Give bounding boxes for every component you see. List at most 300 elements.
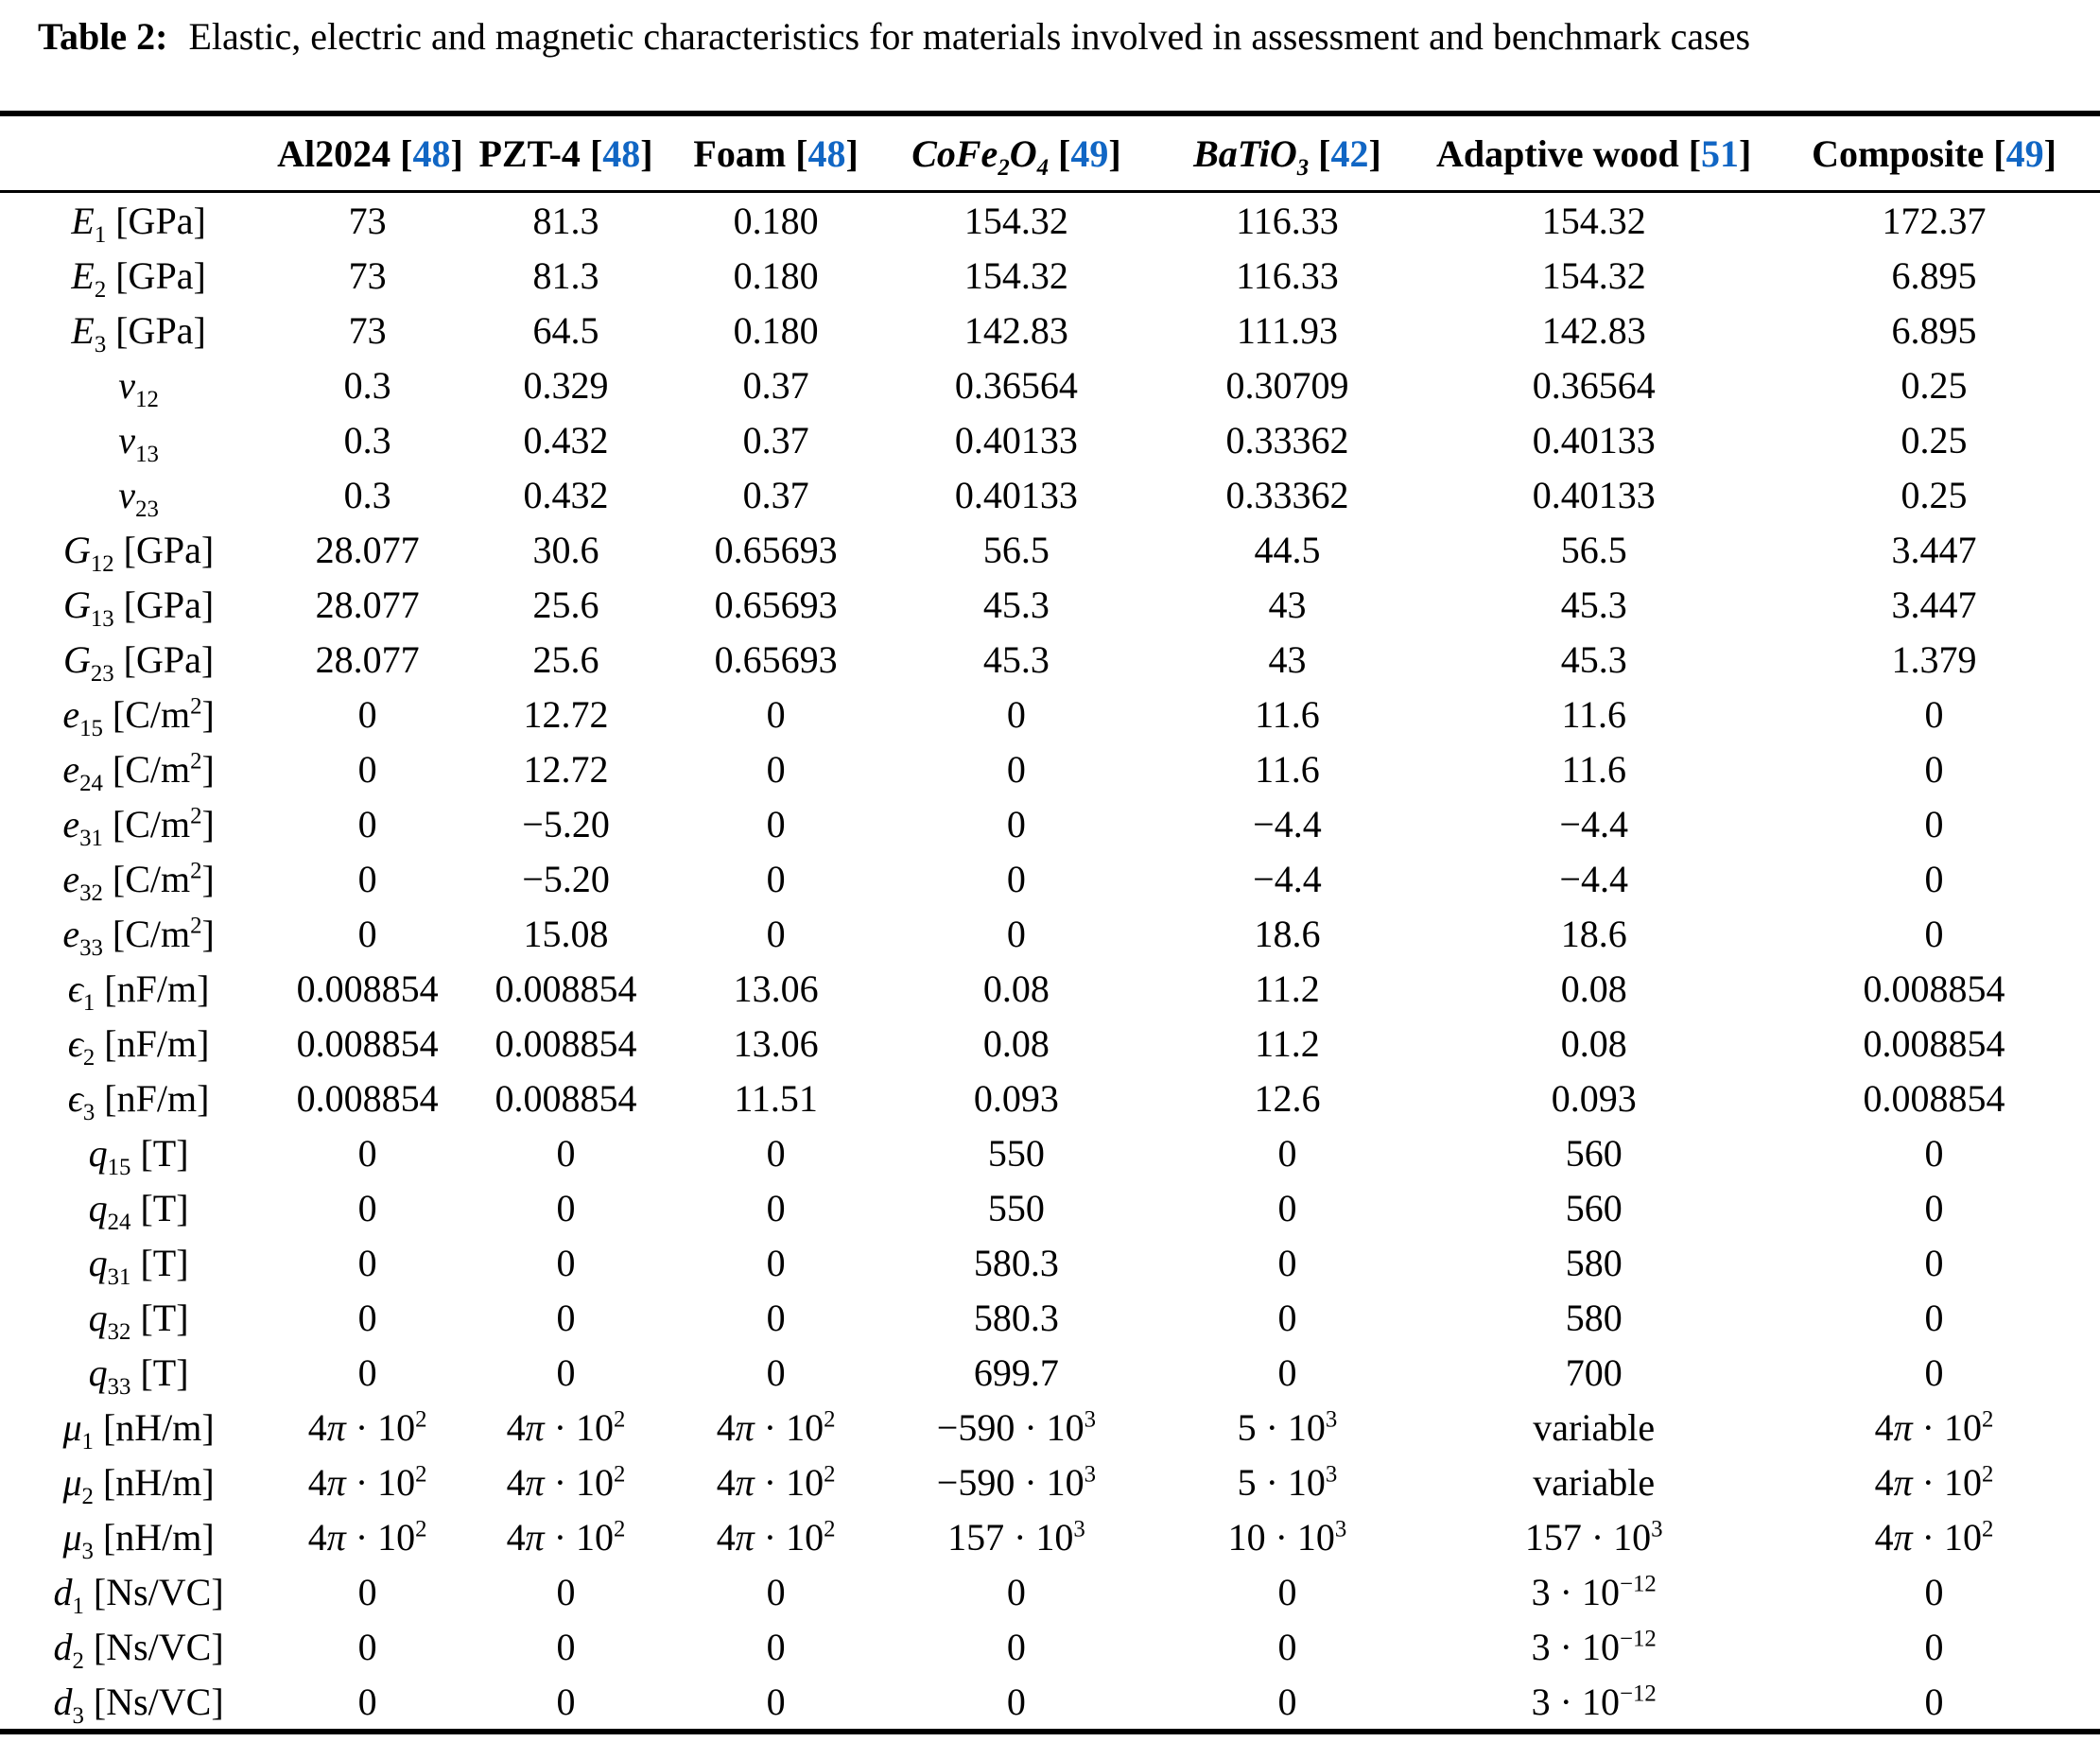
table-caption-label: Table 2: <box>38 15 168 58</box>
value-cell: 25.6 <box>532 637 599 681</box>
value-cell: 0.37 <box>742 473 809 516</box>
row-unit: [GPa] <box>123 528 215 571</box>
row-unit: [T] <box>140 1296 189 1339</box>
value-cell: 0.25 <box>1900 473 1968 516</box>
table-row-q24 <box>0 1180 2100 1235</box>
value-cell: 0 <box>766 1131 786 1175</box>
table-caption <box>0 0 2100 61</box>
citation-bracket-open: [ <box>1688 131 1702 175</box>
value-cell: 11.6 <box>1561 692 1626 736</box>
row-label-d2: $d_2$ [Ns/VC] <box>53 1625 224 1674</box>
value-cell: 0.3 <box>343 363 391 407</box>
citation-link[interactable]: 49 <box>1070 131 1109 175</box>
value-cell: 12.72 <box>523 747 609 791</box>
citation-bracket-open: [ <box>589 131 603 175</box>
value-cell: $4\pi \cdot 10^2$ <box>506 1405 626 1449</box>
value-cell: variable <box>1533 1460 1656 1504</box>
value-cell: 18.6 <box>1560 912 1627 955</box>
value-cell: 0 <box>1924 802 1944 845</box>
row-label-mu1: $\mu_1$ [nH/m] <box>62 1405 215 1455</box>
value-cell: 0.180 <box>733 199 819 242</box>
value-cell: $4\pi \cdot 10^2$ <box>506 1460 626 1504</box>
value-cell: 0 <box>1924 1680 1944 1723</box>
row-label-eps3: $\epsilon_3$ [nF/m] <box>67 1076 210 1125</box>
value-cell: 18.6 <box>1254 912 1321 955</box>
value-cell: 0 <box>1277 1186 1297 1229</box>
value-cell: $4\pi \cdot 10^2$ <box>307 1405 427 1449</box>
table-row-G23 <box>0 632 2100 687</box>
row-unit: [GPa] <box>115 199 206 242</box>
row-label-nu13: $\nu_{13}$ <box>118 418 159 467</box>
value-cell: 560 <box>1565 1186 1623 1229</box>
value-cell: 11.2 <box>1255 967 1320 1010</box>
value-cell: 0 <box>1924 1570 1944 1613</box>
value-cell: 0.36564 <box>954 363 1078 407</box>
value-cell: 0 <box>766 1186 786 1229</box>
value-cell: 0 <box>766 1570 786 1613</box>
row-label-e15: $e_{15}$ $[C/m^2]$ <box>62 692 215 741</box>
column-header-adaptive-wood <box>1419 113 1768 192</box>
row-unit: [T] <box>140 1241 189 1284</box>
value-cell: 56.5 <box>982 528 1050 571</box>
value-cell: $3 \cdot 10^{-12}$ <box>1531 1680 1657 1723</box>
value-cell: 0.40133 <box>1532 473 1656 516</box>
value-cell: $4\pi \cdot 10^2$ <box>307 1460 427 1504</box>
value-cell: 45.3 <box>1560 637 1627 681</box>
value-cell: 0.432 <box>523 418 609 462</box>
citation-bracket-open: [ <box>795 131 808 175</box>
value-cell: 0 <box>1924 747 1944 791</box>
row-label-mu3: $\mu_3$ [nH/m] <box>62 1515 215 1564</box>
value-cell: 0.432 <box>523 473 609 516</box>
citation-bracket-close: ] <box>1739 131 1752 175</box>
value-cell: $4\pi \cdot 10^2$ <box>716 1405 836 1449</box>
value-cell: 0 <box>1006 747 1026 791</box>
citation-bracket-close: ] <box>2043 131 2057 175</box>
value-cell: $4\pi \cdot 10^2$ <box>716 1515 836 1559</box>
value-cell: 3.447 <box>1891 528 1977 571</box>
column-header-pzt4 <box>458 113 674 192</box>
table-row-E1 <box>0 192 2100 249</box>
citation-bracket-close: ] <box>640 131 653 175</box>
value-cell: 0.008854 <box>495 1021 637 1065</box>
value-cell: 0.329 <box>523 363 609 407</box>
citation-link[interactable]: 48 <box>807 131 846 175</box>
value-cell: 0 <box>1277 1131 1297 1175</box>
value-cell: 73 <box>348 199 387 242</box>
row-unit: [nF/m] <box>104 967 210 1010</box>
corner-cell <box>0 113 277 192</box>
value-cell: 0 <box>556 1296 576 1339</box>
value-cell: 580.3 <box>973 1296 1059 1339</box>
value-cell: −5.20 <box>522 857 610 900</box>
value-cell: 28.077 <box>315 583 420 626</box>
row-unit: [nH/m] <box>102 1405 215 1449</box>
material-name: Adaptive wood <box>1436 131 1679 175</box>
row-unit: [GPa] <box>123 583 215 626</box>
citation-bracket-close: ] <box>845 131 859 175</box>
value-cell: 0 <box>357 747 377 791</box>
row-unit: $[C/m^2]$ <box>112 747 215 791</box>
value-cell: 0 <box>766 1680 786 1723</box>
value-cell: 0.008854 <box>296 1021 439 1065</box>
value-cell: 0.40133 <box>954 473 1078 516</box>
value-cell: 0.180 <box>733 308 819 352</box>
value-cell: $4\pi \cdot 10^2$ <box>1874 1460 1994 1504</box>
value-cell: 0.008854 <box>1863 1021 2005 1065</box>
value-cell: 172.37 <box>1882 199 1987 242</box>
value-cell: 154.32 <box>1541 199 1646 242</box>
value-cell: 0 <box>766 1241 786 1284</box>
value-cell: 0.65693 <box>714 583 838 626</box>
material-name: Al2024 <box>277 131 391 175</box>
citation-bracket-close: ] <box>1368 131 1381 175</box>
value-cell: 0 <box>766 692 786 736</box>
value-cell: 0 <box>357 1186 377 1229</box>
table-row-mu2 <box>0 1455 2100 1509</box>
column-header-cofe2o4 <box>877 113 1154 192</box>
value-cell: 0.08 <box>982 967 1050 1010</box>
value-cell: 0 <box>1006 857 1026 900</box>
value-cell: 0 <box>1006 1570 1026 1613</box>
value-cell: 0 <box>556 1241 576 1284</box>
value-cell: 44.5 <box>1254 528 1321 571</box>
value-cell: 154.32 <box>1541 253 1646 297</box>
value-cell: 28.077 <box>315 528 420 571</box>
table-row-q33 <box>0 1345 2100 1400</box>
value-cell: −4.4 <box>1253 857 1322 900</box>
value-cell: 6.895 <box>1891 253 1977 297</box>
citation-link[interactable]: 48 <box>412 131 451 175</box>
row-unit: [nH/m] <box>102 1460 215 1504</box>
value-cell: 0 <box>1924 1350 1944 1394</box>
table-row-E3 <box>0 303 2100 357</box>
row-unit: [Ns/VC] <box>93 1570 224 1613</box>
value-cell: 0.25 <box>1900 418 1968 462</box>
value-cell: 30.6 <box>532 528 599 571</box>
table-row-nu23 <box>0 467 2100 522</box>
table-row-eps3 <box>0 1071 2100 1125</box>
value-cell: 0.008854 <box>495 1076 637 1120</box>
value-cell: 0 <box>556 1186 576 1229</box>
value-cell: 0 <box>357 1131 377 1175</box>
citation-bracket-close: ] <box>450 131 463 175</box>
material-name: Foam <box>693 131 787 175</box>
citation-bracket-open: [ <box>1318 131 1331 175</box>
value-cell: −4.4 <box>1559 857 1628 900</box>
value-cell: 0 <box>1924 912 1944 955</box>
value-cell: 45.3 <box>1560 583 1627 626</box>
table-row-d2 <box>0 1619 2100 1674</box>
value-cell: 0 <box>1277 1625 1297 1668</box>
value-cell: 43 <box>1268 637 1307 681</box>
row-unit: [T] <box>140 1131 189 1175</box>
row-label-e31: $e_{31}$ $[C/m^2]$ <box>62 802 215 851</box>
value-cell: 0.008854 <box>1863 1076 2005 1120</box>
value-cell: 0 <box>357 1296 377 1339</box>
value-cell: 25.6 <box>532 583 599 626</box>
citation-bracket-close: ] <box>1108 131 1121 175</box>
table-row-d1 <box>0 1564 2100 1619</box>
value-cell: 15.08 <box>523 912 609 955</box>
row-unit: $[C/m^2]$ <box>112 692 215 736</box>
value-cell: 0 <box>556 1131 576 1175</box>
citation-bracket-open: [ <box>1993 131 2006 175</box>
row-unit: [T] <box>140 1186 189 1229</box>
row-label-e33: $e_{33}$ $[C/m^2]$ <box>62 912 215 961</box>
value-cell: 0 <box>357 1350 377 1394</box>
value-cell: 0 <box>1924 1241 1944 1284</box>
value-cell: $4\pi \cdot 10^2$ <box>716 1460 836 1504</box>
value-cell: 81.3 <box>532 199 599 242</box>
value-cell: 0 <box>1277 1350 1297 1394</box>
column-header-batio3 <box>1155 113 1420 192</box>
value-cell: 0 <box>357 1680 377 1723</box>
row-unit: $[C/m^2]$ <box>112 912 215 955</box>
value-cell: 0.008854 <box>1863 967 2005 1010</box>
value-cell: 0.08 <box>1560 967 1627 1010</box>
value-cell: 11.6 <box>1255 692 1320 736</box>
value-cell: 0.008854 <box>296 967 439 1010</box>
value-cell: 81.3 <box>532 253 599 297</box>
value-cell: 0 <box>766 1296 786 1339</box>
value-cell: $4\pi \cdot 10^2$ <box>1874 1515 1994 1559</box>
value-cell: 111.93 <box>1236 308 1338 352</box>
value-cell: 0.37 <box>742 363 809 407</box>
citation-link[interactable]: 49 <box>2005 131 2044 175</box>
value-cell: 0 <box>357 912 377 955</box>
value-cell: 56.5 <box>1560 528 1627 571</box>
citation-bracket-open: [ <box>400 131 413 175</box>
value-cell: $157 \cdot 10^3$ <box>947 1515 1085 1559</box>
value-cell: 0 <box>1277 1680 1297 1723</box>
value-cell: 28.077 <box>315 637 420 681</box>
citation-link[interactable]: 51 <box>1701 131 1740 175</box>
row-label-e24: $e_{24}$ $[C/m^2]$ <box>62 747 215 796</box>
value-cell: 0 <box>1006 912 1026 955</box>
material-name: $CoFe_2O_4$ <box>911 131 1050 181</box>
value-cell: 550 <box>987 1131 1045 1175</box>
value-cell: 0.093 <box>973 1076 1059 1120</box>
row-unit: [GPa] <box>123 637 215 681</box>
value-cell: 43 <box>1268 583 1307 626</box>
table-row-q32 <box>0 1290 2100 1345</box>
value-cell: variable <box>1533 1405 1656 1449</box>
table-row-nu13 <box>0 412 2100 467</box>
value-cell: 0 <box>1006 802 1026 845</box>
value-cell: 0 <box>1006 1625 1026 1668</box>
row-unit: [nH/m] <box>102 1515 215 1559</box>
value-cell: 0 <box>1277 1241 1297 1284</box>
value-cell: 73 <box>348 253 387 297</box>
value-cell: 0.40133 <box>1532 418 1656 462</box>
value-cell: $157 \cdot 10^3$ <box>1524 1515 1663 1559</box>
row-label-eps1: $\epsilon_1$ [nF/m] <box>67 967 210 1016</box>
value-cell: 0 <box>357 692 377 736</box>
value-cell: $3 \cdot 10^{-12}$ <box>1531 1625 1657 1668</box>
row-label-E3: $E_3$ [GPa] <box>71 308 206 357</box>
value-cell: 0.08 <box>1560 1021 1627 1065</box>
value-cell: 0.37 <box>742 418 809 462</box>
table-row-q31 <box>0 1235 2100 1290</box>
row-label-mu2: $\mu_2$ [nH/m] <box>62 1460 215 1509</box>
row-label-e32: $e_{32}$ $[C/m^2]$ <box>62 857 215 906</box>
value-cell: 45.3 <box>982 583 1050 626</box>
value-cell: 0.33362 <box>1225 473 1349 516</box>
value-cell: 0 <box>357 857 377 900</box>
row-unit: [GPa] <box>115 308 206 352</box>
column-header-composite <box>1768 113 2100 192</box>
value-cell: $5 \cdot 10^3$ <box>1237 1460 1338 1504</box>
value-cell: 1.379 <box>1891 637 1977 681</box>
value-cell: 0 <box>766 802 786 845</box>
value-cell: −4.4 <box>1253 802 1322 845</box>
value-cell: 3.447 <box>1891 583 1977 626</box>
table-row-e24 <box>0 741 2100 796</box>
value-cell: 0 <box>1006 1680 1026 1723</box>
row-unit: [nF/m] <box>104 1076 210 1120</box>
column-header-foam <box>674 113 877 192</box>
value-cell: 0 <box>1924 1296 1944 1339</box>
value-cell: 0.008854 <box>296 1076 439 1120</box>
value-cell: $4\pi \cdot 10^2$ <box>506 1515 626 1559</box>
row-label-d3: $d_3$ [Ns/VC] <box>53 1680 224 1729</box>
value-cell: 0 <box>766 747 786 791</box>
table-row-eps1 <box>0 961 2100 1016</box>
value-cell: −4.4 <box>1559 802 1628 845</box>
value-cell: 0.3 <box>343 473 391 516</box>
table-row-E2 <box>0 248 2100 303</box>
value-cell: 0.65693 <box>714 637 838 681</box>
value-cell: 0 <box>556 1625 576 1668</box>
row-unit: $[C/m^2]$ <box>112 802 215 845</box>
value-cell: 0 <box>556 1570 576 1613</box>
value-cell: 11.51 <box>734 1076 818 1120</box>
row-label-G12: $G_{12}$ [GPa] <box>62 528 215 577</box>
value-cell: 154.32 <box>963 199 1068 242</box>
value-cell: $-590 \cdot 10^3$ <box>936 1460 1097 1504</box>
row-unit: [nF/m] <box>104 1021 210 1065</box>
value-cell: 116.33 <box>1236 253 1339 297</box>
value-cell: $10 \cdot 10^3$ <box>1227 1515 1347 1559</box>
value-cell: 142.83 <box>963 308 1068 352</box>
materials-table <box>0 111 2100 1734</box>
value-cell: $-590 \cdot 10^3$ <box>936 1405 1097 1449</box>
row-label-G13: $G_{13}$ [GPa] <box>62 583 215 632</box>
row-label-q33: $q_{33}$ [T] <box>88 1350 189 1400</box>
citation-link[interactable]: 42 <box>1330 131 1369 175</box>
table-row-eps2 <box>0 1016 2100 1071</box>
value-cell: 0 <box>357 1625 377 1668</box>
value-cell: 12.6 <box>1254 1076 1321 1120</box>
value-cell: 64.5 <box>532 308 599 352</box>
value-cell: 142.83 <box>1541 308 1646 352</box>
row-label-eps2: $\epsilon_2$ [nF/m] <box>67 1021 210 1071</box>
value-cell: 0 <box>1924 857 1944 900</box>
row-label-q15: $q_{15}$ [T] <box>88 1131 189 1180</box>
value-cell: 13.06 <box>733 967 819 1010</box>
value-cell: 0 <box>766 1625 786 1668</box>
citation-link[interactable]: 48 <box>602 131 641 175</box>
value-cell: 0 <box>766 912 786 955</box>
row-label-q24: $q_{24}$ [T] <box>88 1186 189 1235</box>
value-cell: 0 <box>1006 692 1026 736</box>
value-cell: 154.32 <box>963 253 1068 297</box>
value-cell: 0.093 <box>1551 1076 1637 1120</box>
value-cell: 0 <box>1924 1131 1944 1175</box>
value-cell: 0 <box>1924 692 1944 736</box>
material-name: PZT-4 <box>478 131 581 175</box>
table-row-G12 <box>0 522 2100 577</box>
value-cell: 45.3 <box>982 637 1050 681</box>
value-cell: 11.6 <box>1561 747 1626 791</box>
header-row <box>0 113 2100 192</box>
value-cell: 0.008854 <box>495 967 637 1010</box>
table-row-nu12 <box>0 357 2100 412</box>
value-cell: 13.06 <box>733 1021 819 1065</box>
value-cell: 12.72 <box>523 692 609 736</box>
value-cell: 0 <box>556 1680 576 1723</box>
value-cell: 6.895 <box>1891 308 1977 352</box>
value-cell: 0.33362 <box>1225 418 1349 462</box>
value-cell: 11.2 <box>1255 1021 1320 1065</box>
value-cell: $4\pi \cdot 10^2$ <box>1874 1405 1994 1449</box>
table-row-d3 <box>0 1674 2100 1732</box>
row-label-E2: $E_2$ [GPa] <box>71 253 206 303</box>
value-cell: 0.180 <box>733 253 819 297</box>
table-row-q15 <box>0 1125 2100 1180</box>
row-unit: [Ns/VC] <box>93 1680 224 1723</box>
value-cell: 0 <box>1924 1186 1944 1229</box>
row-label-q32: $q_{32}$ [T] <box>88 1296 189 1345</box>
value-cell: 560 <box>1565 1131 1623 1175</box>
value-cell: $3 \cdot 10^{-12}$ <box>1531 1570 1657 1613</box>
value-cell: −5.20 <box>522 802 610 845</box>
value-cell: 580 <box>1565 1296 1623 1339</box>
row-unit: [Ns/VC] <box>93 1625 224 1668</box>
table-row-G13 <box>0 577 2100 632</box>
value-cell: 0.25 <box>1900 363 1968 407</box>
row-label-d1: $d_1$ [Ns/VC] <box>53 1570 224 1619</box>
value-cell: 0 <box>357 1570 377 1613</box>
value-cell: 0.36564 <box>1532 363 1656 407</box>
row-unit: [T] <box>140 1350 189 1394</box>
table-row-mu3 <box>0 1509 2100 1564</box>
column-header-al2024 <box>277 113 463 192</box>
material-name: Composite <box>1812 131 1985 175</box>
row-label-q31: $q_{31}$ [T] <box>88 1241 189 1290</box>
row-unit: $[C/m^2]$ <box>112 857 215 900</box>
value-cell: 0.30709 <box>1225 363 1349 407</box>
value-cell: 0.3 <box>343 418 391 462</box>
material-name: BaTiO$_3$ <box>1193 131 1310 181</box>
value-cell: 580 <box>1565 1241 1623 1284</box>
value-cell: 580.3 <box>973 1241 1059 1284</box>
value-cell: $4\pi \cdot 10^2$ <box>307 1515 427 1559</box>
value-cell: 116.33 <box>1236 199 1339 242</box>
value-cell: 0 <box>766 1350 786 1394</box>
table-row-mu1 <box>0 1400 2100 1455</box>
value-cell: 550 <box>987 1186 1045 1229</box>
value-cell: 0 <box>357 1241 377 1284</box>
value-cell: 0 <box>1277 1570 1297 1613</box>
value-cell: 73 <box>348 308 387 352</box>
row-unit: [GPa] <box>115 253 206 297</box>
table-row-e31 <box>0 796 2100 851</box>
value-cell: 0.65693 <box>714 528 838 571</box>
table-row-e33 <box>0 906 2100 961</box>
value-cell: $5 \cdot 10^3$ <box>1237 1405 1338 1449</box>
